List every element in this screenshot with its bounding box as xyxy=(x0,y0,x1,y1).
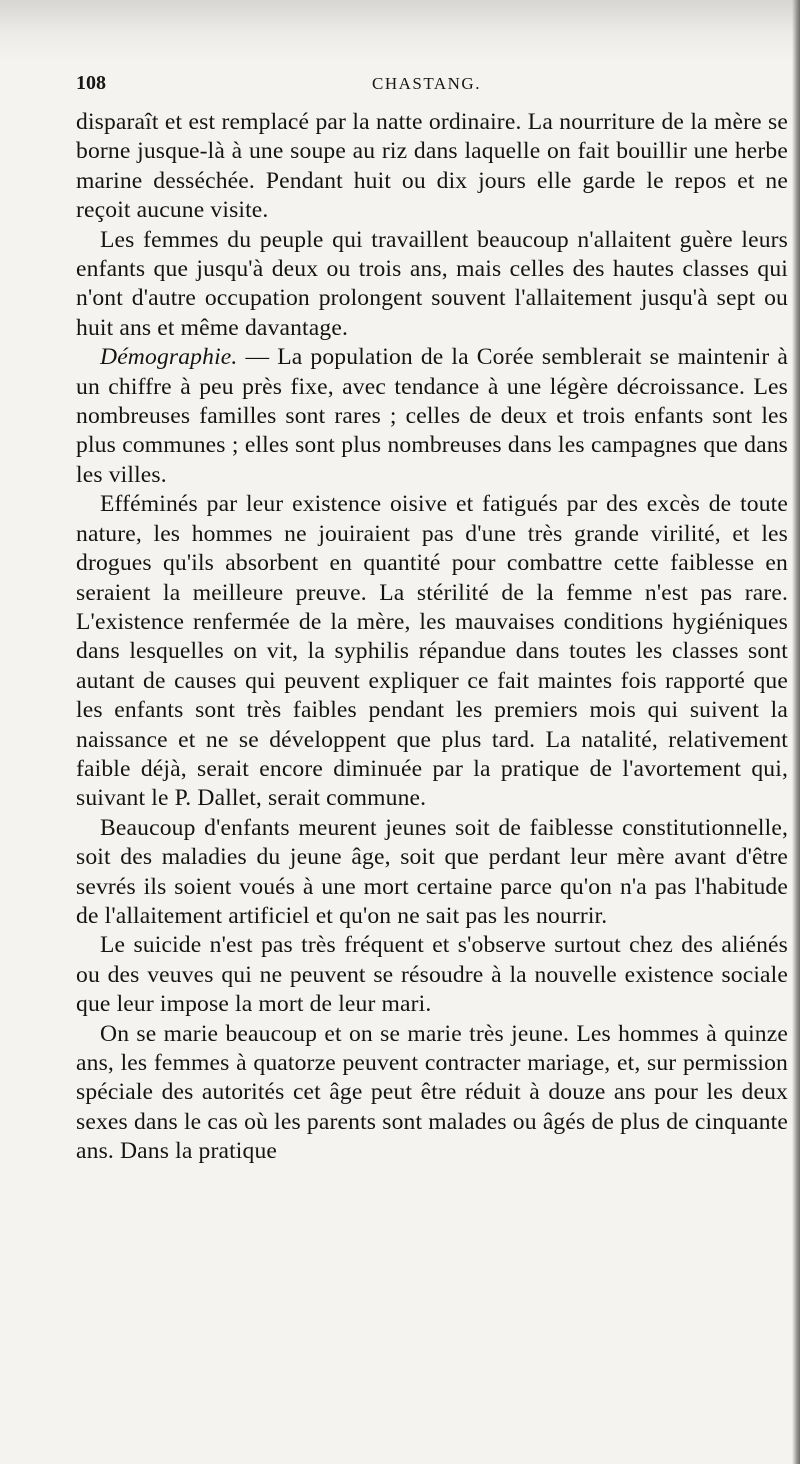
body-text xyxy=(76,108,788,1167)
paragraph-5-text: Beaucoup d'enfants meurent jeunes soit de faiblesse constitutionnelle, soit des maladies du jeune âge, soit que perdant leur mère avant d'être sevrés ils soient voués à une mort certaine parce qu'on n'a pas l'habitude de l'allaitement artificiel et qu'on ne sait pas les nourrir. xyxy=(76,814,788,929)
paragraph-6-text: Le suicide n'est pas très fréquent et s'observe surtout chez des aliénés ou des veuves qui ne peuvent se résoudre à la nouvelle existence sociale que leur impose la mort de leur mari. xyxy=(76,932,788,1018)
paragraph-7 xyxy=(76,1020,788,1167)
page-top-shadow xyxy=(0,0,800,60)
paragraph-2-text: Les femmes du peuple qui travaillent beaucoup n'allaitent guère leurs enfants que jusqu'à deux ou trois ans, mais celles des hautes classes qui n'ont d'autre occupation prolongent souvent l'allaitement jusqu'à sept ou huit ans et même davantage. xyxy=(76,226,788,341)
running-head: CHASTANG. xyxy=(372,74,481,93)
paragraph-3-text: — La population de la Corée semblerait se maintenir à un chiffre à peu près fixe, avec tendance à une légère décroissance. Les nombreuses familles sont rares ; celles de deux et trois enfants sont les plus communes ; elles sont plus nombreuses dans les campagnes que dans les villes. xyxy=(76,344,788,488)
paragraph-1 xyxy=(76,108,788,226)
paragraph-3 xyxy=(76,343,788,490)
page-number: 108 xyxy=(76,72,106,94)
paragraph-6 xyxy=(76,931,788,1019)
paragraph-4 xyxy=(76,490,788,813)
paragraph-1-text: disparaît et est remplacé par la natte ordinaire. La nourriture de la mère se borne jusque-là à une soupe au riz dans laquelle on fait bouillir une herbe marine desséchée. Pendant huit ou dix jours elle garde le repos et ne reçoit aucune visite. xyxy=(76,109,788,224)
paragraph-4-text: Efféminés par leur existence oisive et fatigués par des excès de toute nature, les hommes ne jouiraient pas d'une très grande virilité, et les drogues qu'ils absorbent en quantité pour combattre cette faiblesse en seraient la meilleure preuve. La stérilité de la femme n'est pas rare. L'existence renfermée de la mère, les mauvaises conditions hygiéniques dans lesquelles on vit, la syphilis répandue dans toutes les classes sont autant de causes qui peuvent expliquer ce fait maintes fois rapporté que les enfants sont très faibles pendant les premiers mois qui suivent la naissance et ne se développent que plus tard. La natalité, relativement faible déjà, serait encore diminuée par la pratique de l'avortement qui, suivant le P. Dallet, serait commune. xyxy=(76,491,788,812)
page-binding-edge xyxy=(792,0,800,1464)
paragraph-7-text: On se marie beaucoup et on se marie très jeune. Les hommes à quinze ans, les femmes à quatorze peuvent contracter mariage, et, sur permission spéciale des autorités cet âge peut être réduit à douze ans pour les deux sexes dans le cas où les parents sont malades ou âgés de plus de cinquante ans. Dans la pratique xyxy=(76,1020,788,1165)
paragraph-2 xyxy=(76,226,788,344)
paragraph-5 xyxy=(76,814,788,932)
page-header xyxy=(76,72,788,102)
section-heading-demographie: Démographie. xyxy=(100,344,238,371)
